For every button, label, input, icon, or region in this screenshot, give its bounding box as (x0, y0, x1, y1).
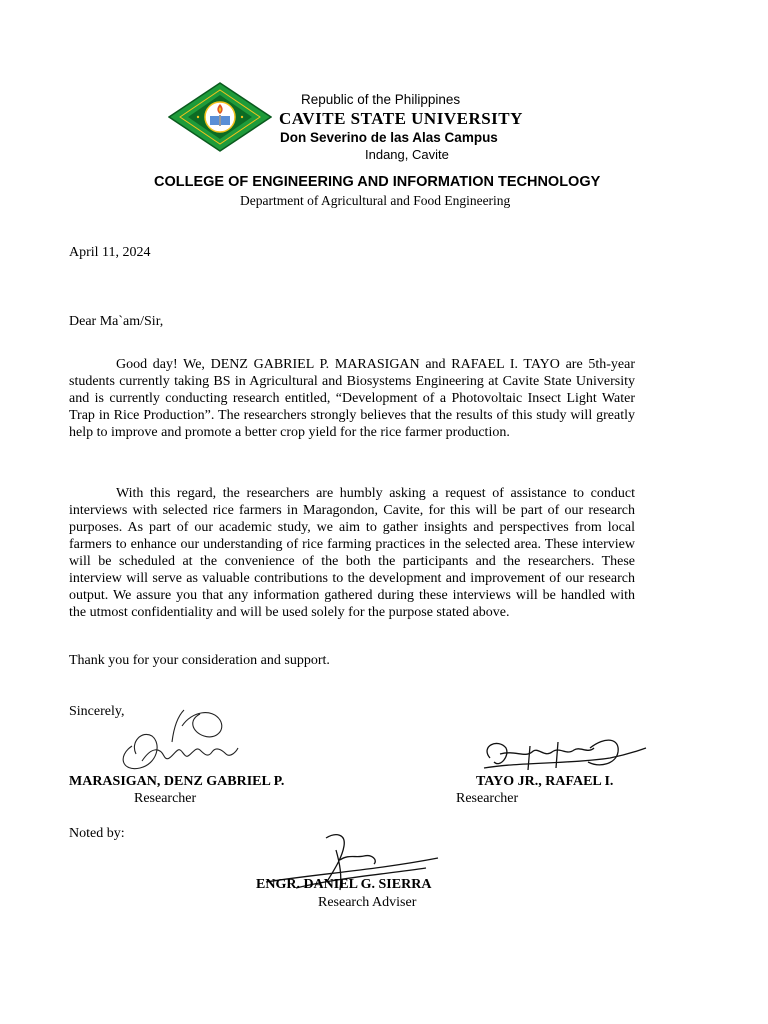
signatory-role-marasigan: Researcher (134, 791, 197, 806)
letter-thanks: Thank you for your consideration and support. (69, 653, 330, 668)
letterhead-country: Republic of the Philippines (301, 92, 461, 107)
signatory-role-tayo: Researcher (456, 791, 519, 806)
letter-salutation: Dear Ma`am/Sir, (69, 314, 164, 329)
letter-paragraph: Good day! We, DENZ GABRIEL P. MARASIGAN and RAFAEL I. TAYO are 5th-year students currently taking BS in Agricultural and Biosystems Engineering at Cavite State University and is currently conducting research entitled, “Development of a Photovoltaic Insect Light Water Trap in Rice Production”. The researchers strongly believes that the results of this study will greatly help to improve and promote a better crop yield for the rice farmer production. (69, 357, 635, 440)
letterhead-location: Indang, Cavite (365, 147, 449, 162)
signatory-role-sierra: Research Adviser (318, 895, 417, 910)
letter-paragraph: With this regard, the researchers are humbly asking a request of assistance to conduct interviews with selected rice farmers in Maragondon, Cavite, for this will be part of our research purposes. As part of our academic study, we aim to gather insights and perspectives from local farmers to enhance our understanding of rice farming practices in the selected area. These interview will be scheduled at the convenience of the both the participants and the researchers. These interview will serve as valuable contributions to the development and improvement of our research output. We assure you that any information gathered during these interviews will be handled with the utmost confidentiality and will be used solely for the purpose stated above. (69, 486, 635, 620)
signatory-name-tayo: TAYO JR., RAFAEL I. (476, 774, 614, 789)
letter-date: April 11, 2024 (69, 245, 151, 260)
university-seal-icon (168, 82, 272, 152)
letterhead-university: CAVITE STATE UNIVERSITY (279, 109, 523, 128)
letterhead-college: COLLEGE OF ENGINEERING AND INFORMATION TECHNOLOGY (154, 174, 601, 190)
signatory-name-sierra: ENGR. DANIEL G. SIERRA (256, 877, 432, 892)
noted-by-label: Noted by: (69, 826, 125, 841)
letter-closing: Sincerely, (69, 704, 125, 719)
signature-marasigan-icon (112, 706, 252, 776)
signatory-name-marasigan: MARASIGAN, DENZ GABRIEL P. (69, 774, 285, 789)
letterhead-campus: Don Severino de las Alas Campus (280, 130, 498, 145)
letterhead-department: Department of Agricultural and Food Engineering (240, 193, 511, 208)
